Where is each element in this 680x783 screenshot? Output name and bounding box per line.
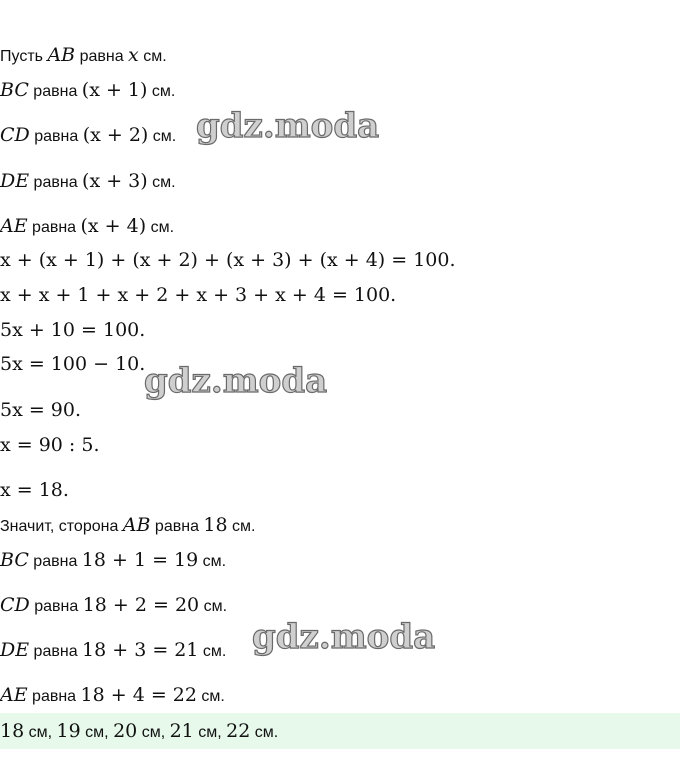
- math-equation: 5x = 100 − 10.: [0, 353, 146, 375]
- step-11: [0, 434, 100, 457]
- step-text: равна: [29, 598, 83, 615]
- step-2: [0, 79, 175, 103]
- answer-number: 19: [56, 720, 81, 742]
- step-text: равна: [28, 83, 82, 100]
- step-text: равна: [27, 219, 81, 236]
- math-segment: CD: [0, 124, 30, 146]
- math-expression: (x + 3): [82, 170, 148, 192]
- step-8: [0, 319, 145, 342]
- math-segment: AB: [47, 44, 76, 66]
- watermark-logo: gdz.moda: [144, 361, 328, 401]
- math-expression: 18 + 4 = 22: [80, 684, 197, 706]
- step-text: равна: [29, 174, 83, 191]
- math-expression: 18 + 2 = 20: [82, 594, 200, 616]
- math-equation: x + x + 1 + x + 2 + x + 3 + x + 4 = 100.: [0, 284, 397, 306]
- math-segment: BC: [0, 79, 29, 101]
- step-text: равна: [28, 553, 82, 570]
- unit-text: см.: [250, 724, 279, 741]
- step-text: равна: [27, 688, 81, 705]
- answer-box: [0, 713, 680, 749]
- math-segment: CD: [0, 594, 30, 616]
- unit-text: см.: [146, 219, 175, 236]
- step-6: [0, 249, 456, 272]
- step-4: [0, 170, 176, 194]
- math-expression: (x + 4): [80, 215, 147, 237]
- unit-text: см.: [199, 598, 228, 615]
- step-1: [0, 44, 167, 68]
- math-expression: (x + 2): [82, 124, 149, 146]
- unit-text: см.: [198, 553, 227, 570]
- math-variable: x: [128, 44, 139, 66]
- answer-number: 18: [0, 720, 25, 742]
- step-16: [0, 639, 226, 663]
- watermark-logo: gdz.moda: [252, 617, 436, 657]
- answer-number: 20: [113, 720, 138, 742]
- unit-text: см.: [147, 174, 176, 191]
- step-5: [0, 215, 174, 239]
- step-text: равна: [29, 128, 83, 145]
- step-17: [0, 684, 225, 708]
- unit-text: см,: [193, 724, 227, 741]
- math-equation: x = 90 : 5.: [0, 434, 100, 456]
- unit-text: см.: [138, 48, 167, 65]
- math-expression: 18 + 3 = 21: [82, 639, 199, 661]
- math-expression: 18 + 1 = 19: [81, 549, 199, 571]
- math-segment: AE: [0, 684, 28, 706]
- unit-text: см,: [137, 724, 170, 741]
- answer-number: 22: [226, 720, 251, 742]
- math-segment: DE: [0, 639, 30, 661]
- unit-text: см.: [227, 518, 256, 535]
- step-3: [0, 124, 176, 148]
- step-text: равна: [75, 48, 129, 65]
- unit-text: см.: [147, 83, 176, 100]
- step-12: [0, 479, 69, 502]
- math-expression: 18: [203, 514, 228, 536]
- watermark-logo: gdz.moda: [196, 106, 380, 146]
- step-text: равна: [150, 518, 204, 535]
- math-equation: x = 18.: [0, 479, 69, 501]
- math-equation: 5x = 90.: [0, 399, 82, 421]
- step-text: Значит, сторона: [0, 518, 123, 535]
- math-equation: 5x + 10 = 100.: [0, 319, 146, 341]
- math-segment: BC: [0, 549, 29, 571]
- unit-text: см.: [198, 643, 227, 660]
- answer-number: 21: [169, 720, 194, 742]
- math-segment: AB: [122, 514, 151, 536]
- unit-text: см.: [196, 688, 225, 705]
- unit-text: см,: [24, 724, 57, 741]
- step-13: [0, 514, 255, 538]
- step-10: [0, 399, 81, 422]
- step-text: Пусть: [0, 48, 48, 65]
- math-expression: (x + 1): [81, 79, 148, 101]
- math-segment: AE: [0, 215, 28, 237]
- step-14: [0, 549, 226, 573]
- step-9: [0, 353, 145, 376]
- unit-text: см.: [148, 128, 177, 145]
- unit-text: см,: [80, 724, 114, 741]
- step-7: [0, 284, 396, 307]
- step-text: равна: [29, 643, 83, 660]
- step-15: [0, 594, 227, 618]
- math-equation: x + (x + 1) + (x + 2) + (x + 3) + (x + 4) = 100.: [0, 249, 456, 271]
- answer-line: [0, 720, 278, 744]
- math-segment: DE: [0, 170, 30, 192]
